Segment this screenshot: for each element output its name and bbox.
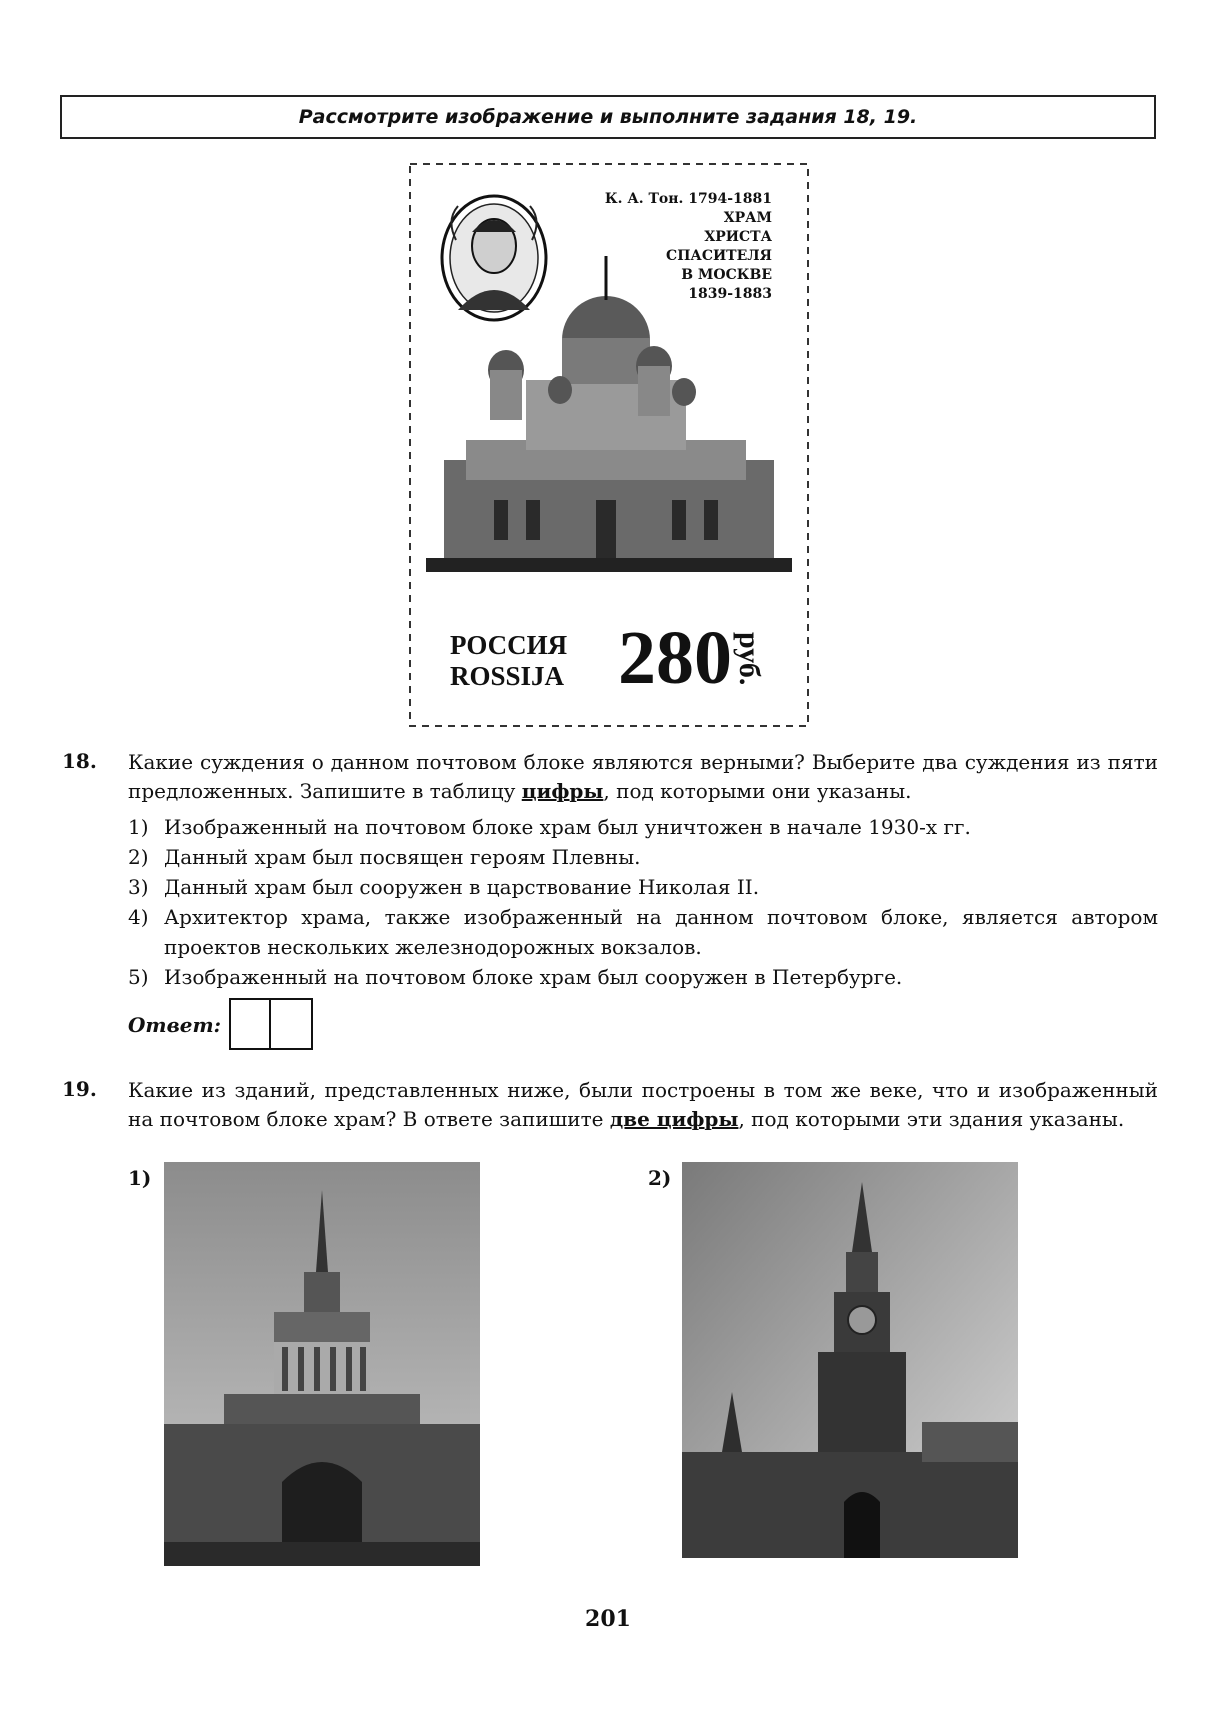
option-2 [128, 842, 1158, 872]
stamp-country [450, 630, 567, 692]
question-18-keyword: цифры [521, 779, 604, 803]
option-4 [128, 902, 1158, 962]
question-18-text-part: , под которыми они указаны. [603, 779, 912, 803]
image-1-label: 1) [128, 1166, 152, 1190]
question-18-text [128, 748, 1158, 806]
question-19-text-part: Какие из зданий, представленных ниже, были построены в том же веке, что и изображенный на почтовом блоке храм? В ответе запишите [128, 1078, 1158, 1131]
option-1 [128, 812, 1158, 842]
stamp-caption [602, 190, 772, 304]
stamp-caption-line: К. А. Тон. 1794-1881 [604, 191, 772, 207]
option-number: 4) [128, 905, 149, 929]
option-5 [128, 962, 1158, 992]
option-3 [128, 872, 1158, 902]
postage-stamp [406, 160, 812, 730]
image-2-label: 2) [648, 1166, 672, 1190]
stamp-country-ru: РОССИЯ [450, 630, 568, 660]
question-19-number: 19. [62, 1077, 97, 1101]
stamp-country-lat: ROSSIJA [450, 661, 565, 691]
photo-admiralty [164, 1162, 480, 1570]
question-18-options [128, 812, 1158, 992]
answer-cell-2[interactable] [271, 998, 313, 1050]
stamp-value: 280 [618, 616, 732, 700]
stamp-currency: руб. [733, 632, 766, 686]
question-19-text [128, 1076, 1158, 1134]
answer-label: Ответ: [128, 1013, 221, 1037]
option-number: 3) [128, 875, 149, 899]
option-text: Изображенный на почтовом блоке храм был сооружен в Петербурге. [164, 965, 903, 989]
option-text: Архитектор храма, также изображенный на данном почтовом блоке, является автором проектов нескольких железнодорожных вокзалов. [164, 905, 1158, 959]
photo-spasskaya-tower [682, 1162, 1018, 1562]
page-number: 201 [585, 1606, 631, 1632]
task-header-box [60, 95, 1156, 139]
question-19-keyword: две цифры [609, 1107, 739, 1131]
option-text: Изображенный на почтовом блоке храм был уничтожен в начале 1930-х гг. [164, 815, 971, 839]
stamp-caption-line: В МОСКВЕ [681, 267, 772, 283]
task-header-text: Рассмотрите изображение и выполните задания 18, 19. [298, 106, 918, 128]
option-text: Данный храм был сооружен в царствование Николая II. [164, 875, 760, 899]
option-number: 5) [128, 965, 149, 989]
question-18-text-part: Какие суждения о данном почтовом блоке являются верными? Выберите два суждения из пяти предложенных. Запишите в таблицу [128, 750, 1158, 803]
stamp-caption-line: СПАСИТЕЛЯ [666, 248, 772, 264]
stamp-caption-line: ХРИСТА [704, 229, 772, 245]
answer-cell-1[interactable] [229, 998, 271, 1050]
stamp-caption-line: ХРАМ [723, 210, 772, 226]
question-19-text-part: , под которыми эти здания указаны. [738, 1107, 1125, 1131]
question-18-number: 18. [62, 749, 97, 773]
option-number: 2) [128, 845, 149, 869]
option-text: Данный храм был посвящен героям Плевны. [164, 845, 641, 869]
stamp-caption-line: 1839-1883 [688, 286, 772, 302]
answer-boxes [229, 998, 313, 1050]
option-number: 1) [128, 815, 149, 839]
